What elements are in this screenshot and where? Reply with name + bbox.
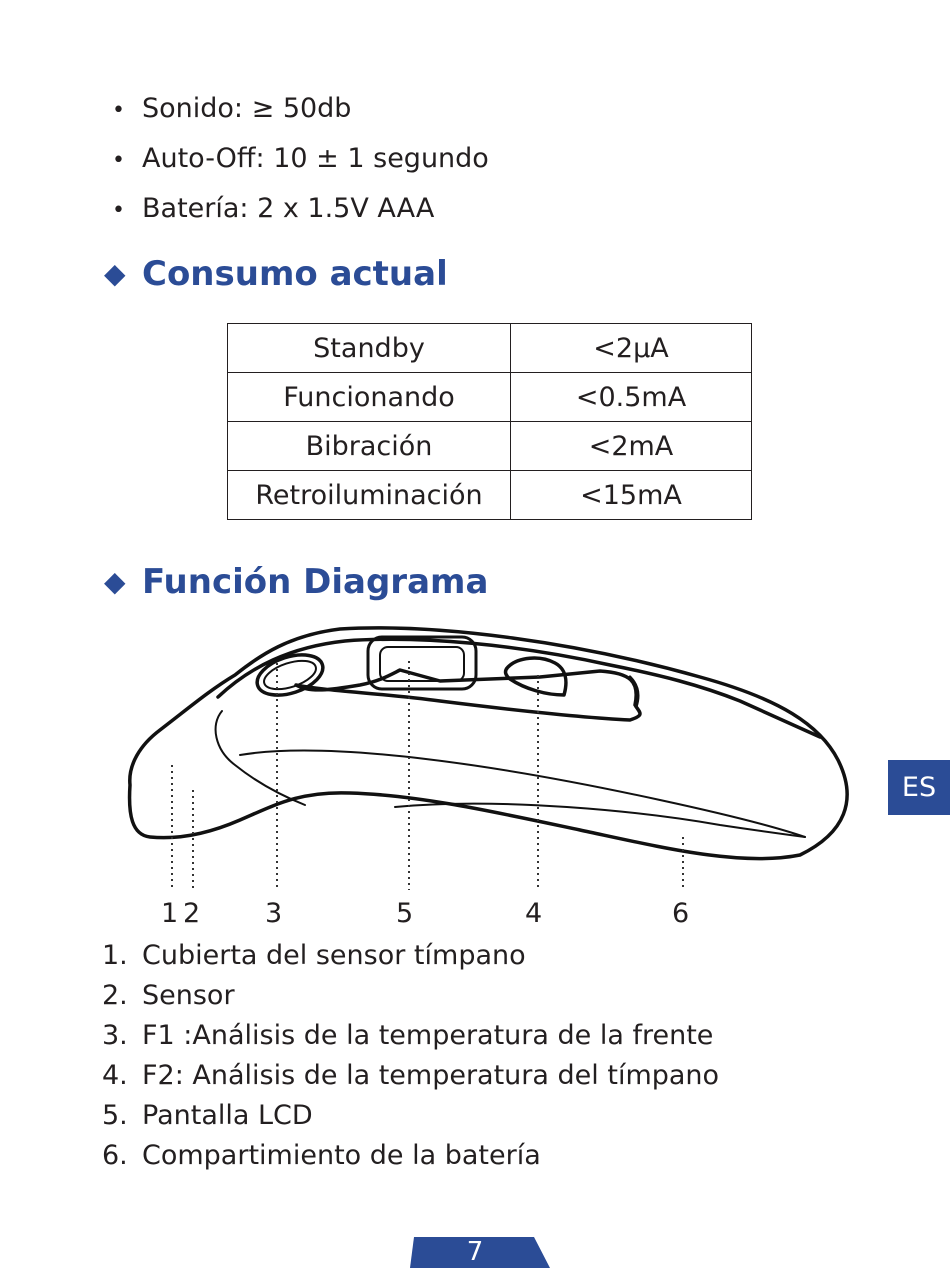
list-item: 1. Cubierta del sensor tímpano xyxy=(102,940,526,971)
bullet-icon: • xyxy=(112,98,125,123)
list-item: 6. Compartimiento de la batería xyxy=(102,1140,541,1171)
value-cell: <0.5mA xyxy=(511,373,752,422)
list-item: 5. Pantalla LCD xyxy=(102,1100,313,1131)
mode-cell: Bibración xyxy=(228,422,511,471)
thermometer-body-outline xyxy=(130,628,848,859)
callout-number: 4 xyxy=(525,898,543,929)
page-number: 7 xyxy=(466,1237,484,1267)
value-cell: <2μA xyxy=(511,324,752,373)
bullet-icon: • xyxy=(112,198,125,223)
mode-cell: Standby xyxy=(228,324,511,373)
callout-number: 2 xyxy=(183,898,201,929)
spec-item: • Auto-Off: 10 ± 1 segundo xyxy=(112,134,489,184)
callout-number: 3 xyxy=(265,898,283,929)
parts-list xyxy=(102,936,719,1176)
spec-item: • Batería: 2 x 1.5V AAA xyxy=(112,184,489,234)
spec-item: • Sonido: ≥ 50db xyxy=(112,84,489,134)
callout-number: 6 xyxy=(672,898,690,929)
button-panel xyxy=(296,670,640,720)
mode-cell: Retroiluminación xyxy=(228,471,511,520)
table-row xyxy=(228,324,752,373)
bullet-icon: • xyxy=(112,148,125,173)
callout-number: 5 xyxy=(396,898,414,929)
diamond-icon: ◆ xyxy=(104,565,126,598)
list-item: 2. Sensor xyxy=(102,980,235,1011)
section-heading-funcion: ◆ Función Diagrama xyxy=(104,562,489,602)
specifications-list xyxy=(112,84,489,234)
mode-cell: Funcionando xyxy=(228,373,511,422)
table-row xyxy=(228,422,752,471)
language-tab: ES xyxy=(888,760,950,815)
thermometer-diagram xyxy=(100,615,860,895)
table-row xyxy=(228,373,752,422)
section-heading-consumo: ◆ Consumo actual xyxy=(104,254,448,294)
list-item: 3. F1 :Análisis de la temperatura de la frente xyxy=(102,1020,714,1051)
value-cell: <2mA xyxy=(511,422,752,471)
table-row xyxy=(228,471,752,520)
diamond-icon: ◆ xyxy=(104,257,126,290)
callout-number: 1 xyxy=(161,898,179,929)
value-cell: <15mA xyxy=(511,471,752,520)
list-item: 4. F2: Análisis de la temperatura del tímpano xyxy=(102,1060,720,1091)
current-consumption-table xyxy=(227,323,752,520)
